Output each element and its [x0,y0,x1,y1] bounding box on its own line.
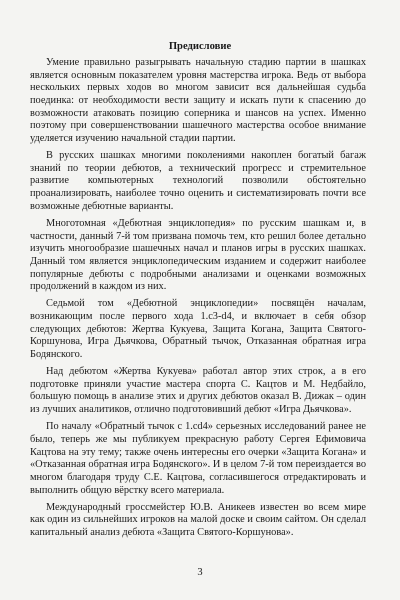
page-number: 3 [197,567,203,578]
paragraph: Умение правильно разыгрывать начальную стадию партии в шашках является основным показателем уровня мастерства игрока. Ведь от выбора нескольких первых ходов во многом зависит вся дальнейшая судьба поединка: от необходимости вести защиту и искать пути к спасению до возможности атаковать позицию соперника и шансов на успех. Именно поэтому при совершенствовании шашечного мастерства особое внимание уделяется изучению начальной стадии партии. [30,57,366,144]
page-title: Предисловие [168,41,232,52]
paragraph: Многотомная «Дебютная энциклопедия» по русским шашкам и, в частности, данный 7-й том призвана помочь тем, кто решил более детально изучить многообразие шашечных начал и планов игры в русских шашках. Данный том является энциклопедическим изданием и содержит наиболее популярные дебюты с подробными анализами и оценками возможных продолжений в каждом из них. [30,217,366,293]
paragraph: Над дебютом «Жертва Кукуева» работал автор этих строк, а в его подготовке приняли участие мастера спорта С. Кацтов и М. Недбайло, большую помощь в анализе этих и других дебютов оказал В. Дижак – один из лучших аналитиков, отлично подготовивший дебют «Игра Дьячкова». [30,366,366,416]
paragraph: Международный гроссмейстер Ю.В. Аникеев известен во всем мире как один из сильнейших игроков на малой доске и своим сайтом. Он сделал капитальный анализ дебюта «Защита Святого-Коршунова». [30,501,366,538]
paragraph: В русских шашках многими поколениями накоплен богатый багаж знаний по теории дебютов, а технический прогресс и стремительное развитие компьютерных технологий позволили обстоятельно проанализировать, наиболее точно оценить и систематизировать почти все возможные дебютные варианты. [30,150,366,212]
paragraph: По началу «Обратный тычок с 1.cd4» серьезных исследований ранее не было, теперь же мы публикуем прекрасную работу Сергея Ефимовича Кацтова на эту тему; также очень интересны его очерки «Защита Когана» и «Отказанная обратная игра Бодянского». И в целом 7-й том переиздается во многом благодаря труду С.Е. Кацтова, согласившегося отредактировать и выполнить общую вёрстку всего материала. [30,421,366,496]
preface-body [30,57,366,544]
paragraph: Седьмой том «Дебютной энциклопедии» посвящён началам, возникающим после первого хода 1.c3-d4, и включает в себя обзор следующих дебютов: Жертва Кукуева, Защита Когана, Защита Святого-Коршунова, Игра Дьячкова, Обратный тычок, Отказанная обратная игра Бодянского. [30,298,366,360]
